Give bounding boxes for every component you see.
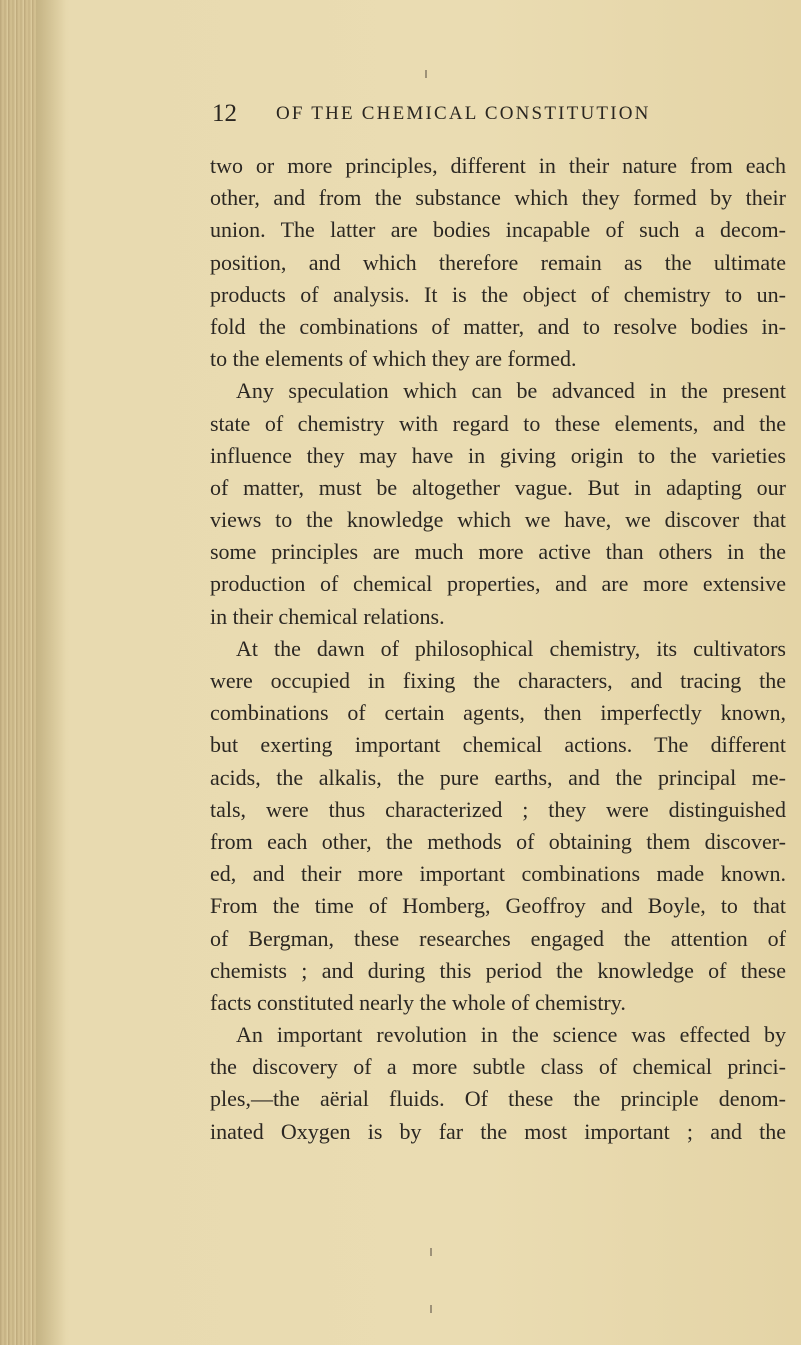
text-line: acids, the alkalis, the pure earths, and the principal me- <box>210 764 786 790</box>
paragraph-last-line: in their chemical relations. <box>210 603 445 629</box>
paragraph-last-line: facts constituted nearly the whole of chemistry. <box>210 989 626 1015</box>
text-line: position, and which therefore remain as the ultimate <box>210 249 786 275</box>
paragraph-first-line: An important revolution in the science was effected by <box>236 1022 786 1048</box>
text-line: chemists ; and during this period the knowledge of these <box>210 957 786 983</box>
text-line: ed, and their more important combinations made known. <box>210 861 786 887</box>
text-line: from each other, the methods of obtaining them discover- <box>210 828 786 854</box>
text-line: but exerting important chemical actions. The different <box>210 732 786 758</box>
paragraph-last-line: to the elements of which they are formed. <box>210 346 577 372</box>
book-gutter <box>0 0 36 1345</box>
text-line: were occupied in fixing the characters, and tracing the <box>210 668 786 693</box>
text-line: influence they may have in giving origin to the varieties <box>210 442 786 468</box>
text-line: two or more principles, different in their nature from each <box>210 153 786 178</box>
text-line: some principles are much more active than others in the <box>210 539 786 565</box>
text-line: fold the combinations of matter, and to resolve bodies in- <box>210 313 786 339</box>
text-line: of matter, must be altogether vague. But in adapting our <box>210 474 786 500</box>
text-line: combinations of certain agents, then imperfectly known, <box>210 700 786 726</box>
paragraph-first-line: Any speculation which can be advanced in the present <box>236 378 786 404</box>
text-line: the discovery of a more subtle class of chemical princi- <box>210 1054 786 1080</box>
text-line: other, and from the substance which they formed by their <box>210 185 786 211</box>
text-line: state of chemistry with regard to these elements, and the <box>210 410 786 436</box>
text-line: tals, were thus characterized ; they were distinguished <box>210 796 786 822</box>
page-header <box>212 99 772 129</box>
text-line: From the time of Homberg, Geoffroy and Boyle, to that <box>210 893 786 919</box>
print-blemish <box>430 1305 432 1313</box>
text-line: products of analysis. It is the object of chemistry to un- <box>210 281 786 307</box>
text-line: of Bergman, these researches engaged the attention of <box>210 925 786 951</box>
print-blemish <box>430 1248 432 1256</box>
text-line: union. The latter are bodies incapable of such a decom- <box>210 217 786 243</box>
paragraph-first-line: At the dawn of philosophical chemistry, its cultivators <box>236 635 786 661</box>
body-text <box>210 150 786 1148</box>
page-fold-shadow <box>36 0 66 1345</box>
running-head: OF THE CHEMICAL CONSTITUTION <box>276 103 651 124</box>
text-line: ples,—the aërial fluids. Of these the principle denom- <box>210 1086 786 1112</box>
print-blemish <box>425 70 427 78</box>
page-number: 12 <box>212 100 237 127</box>
text-line: inated Oxygen is by far the most important ; and the <box>210 1118 786 1144</box>
text-line: views to the knowledge which we have, we discover that <box>210 507 786 533</box>
text-line: production of chemical properties, and are more extensive <box>210 571 786 597</box>
